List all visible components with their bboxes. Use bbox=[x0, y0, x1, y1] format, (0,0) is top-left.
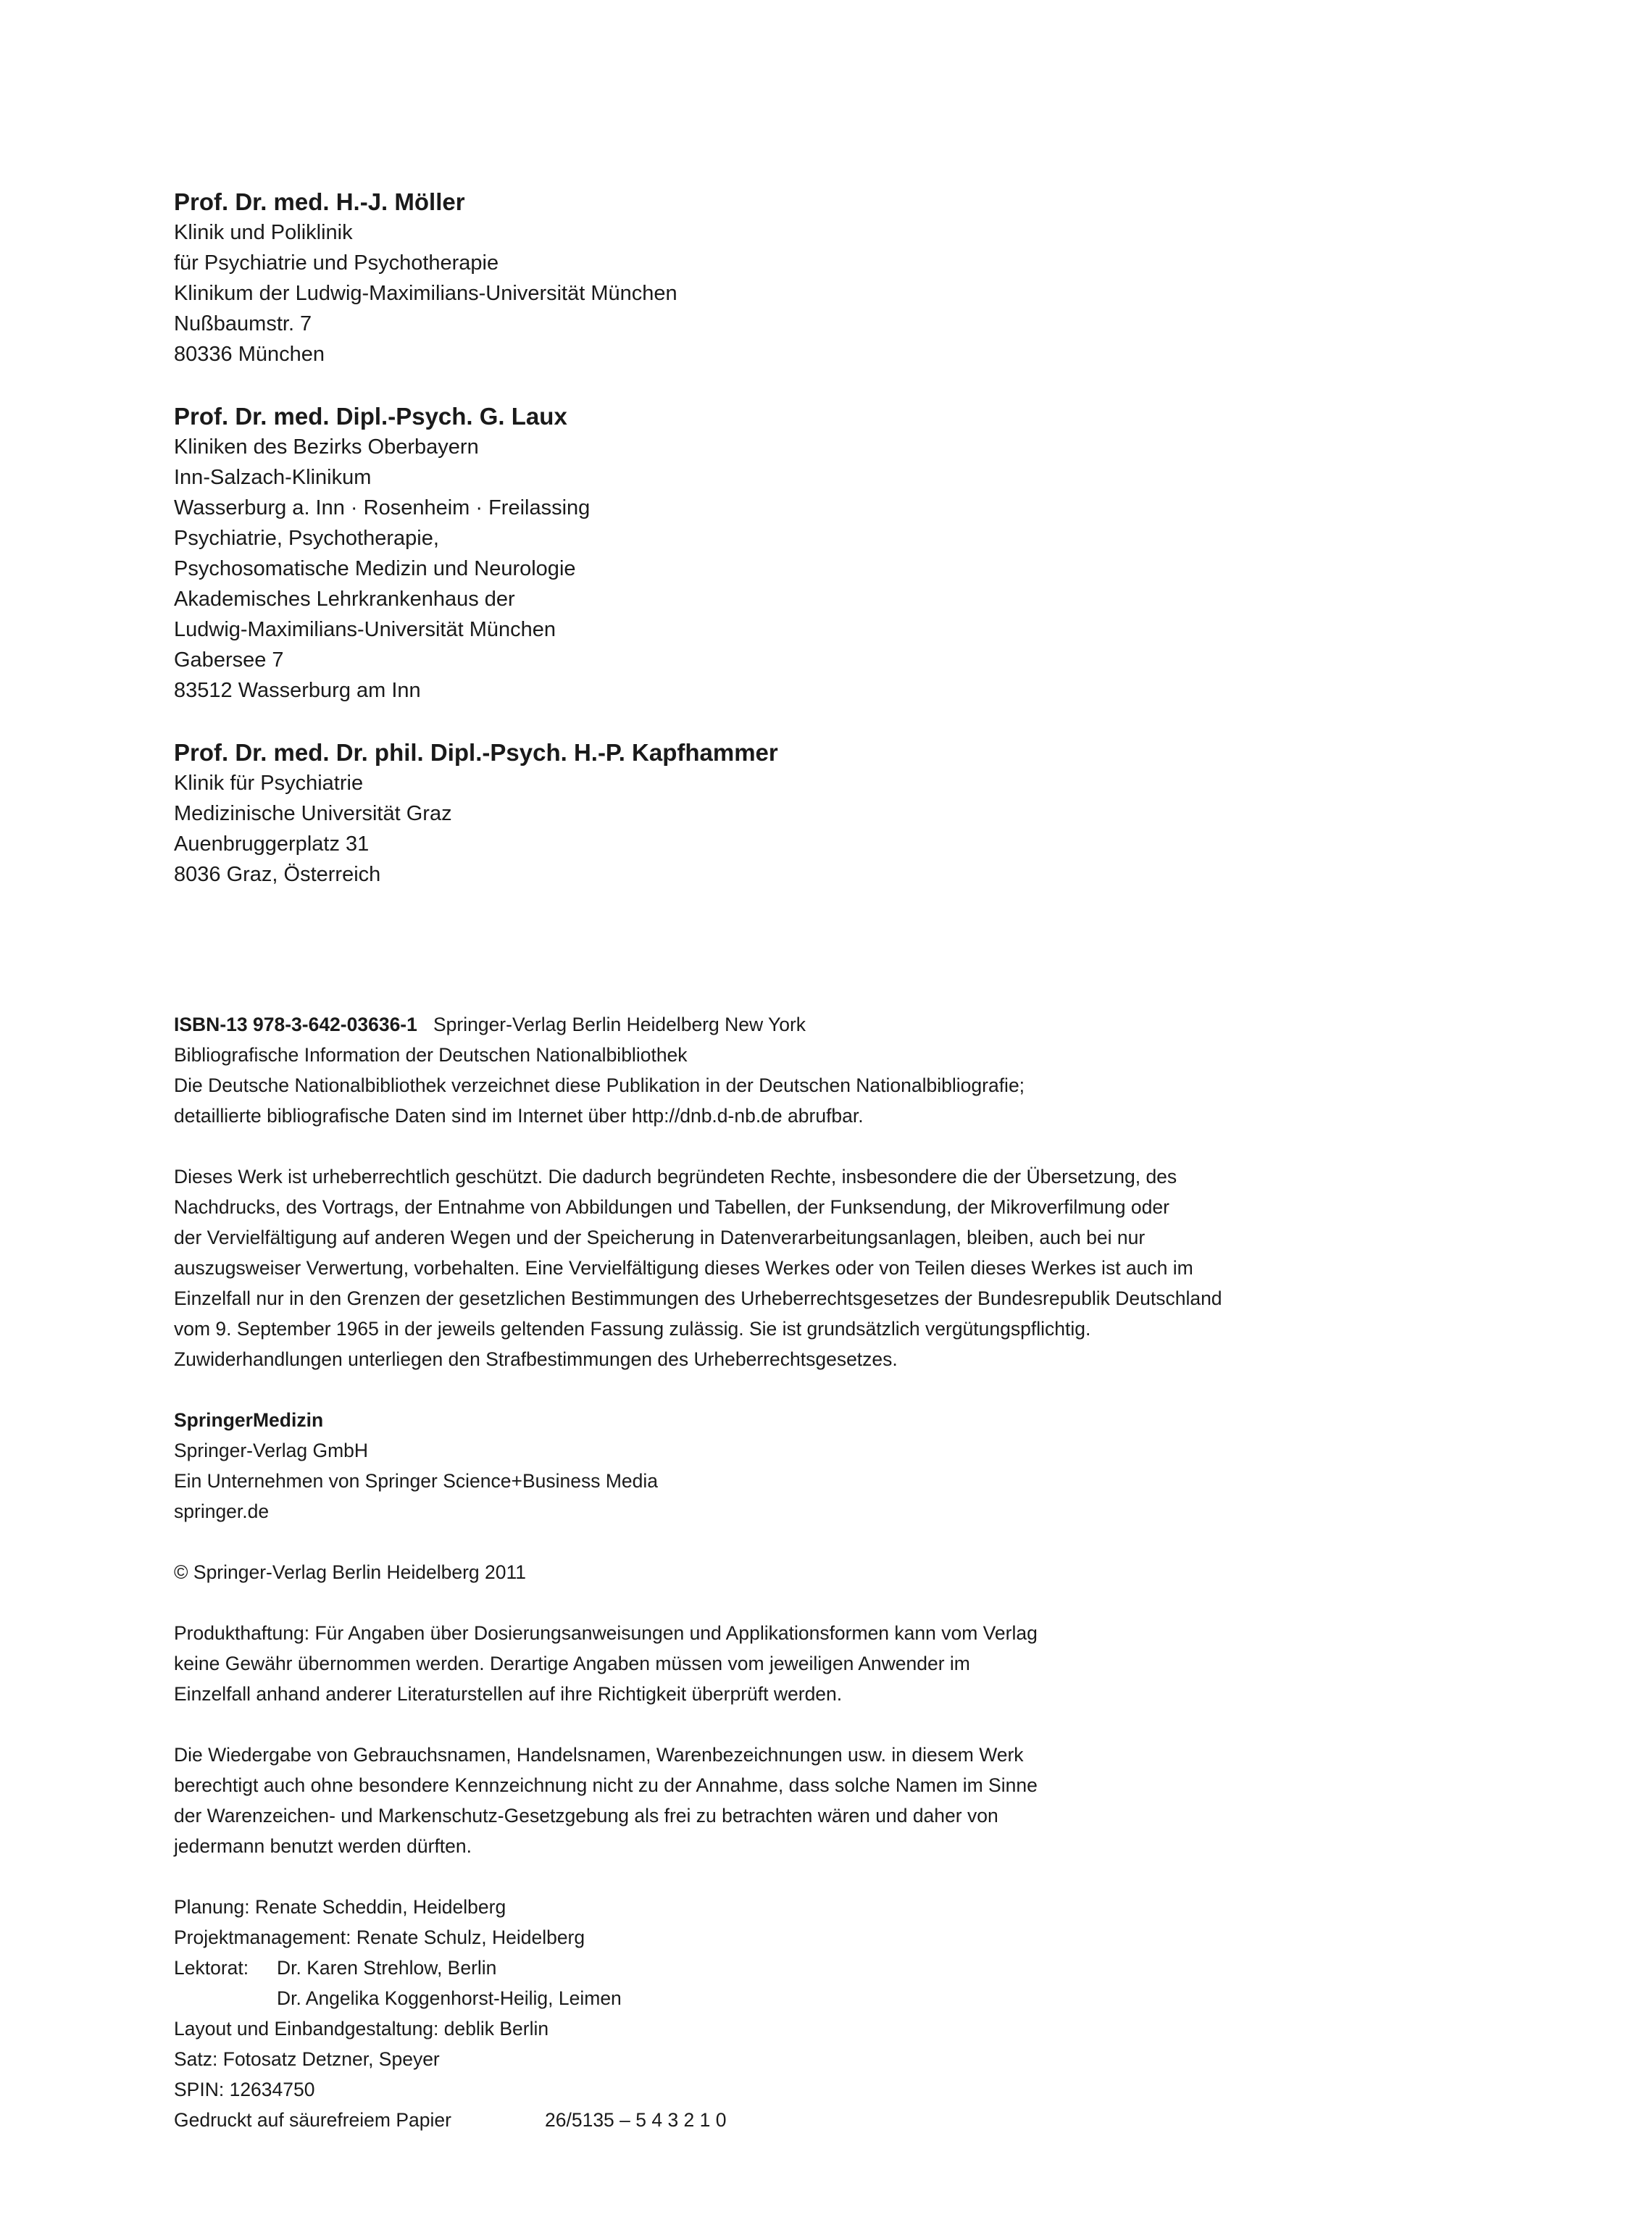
author-address-line: Nußbaumstr. 7 bbox=[174, 312, 312, 335]
copyright-notice-line: vom 9. September 1965 in der jeweils geltenden Fassung zulässig. Sie ist grundsätzlich vergütungspflichtig. bbox=[174, 1318, 1091, 1340]
credit-printed bbox=[174, 2105, 1222, 2135]
author-address-line: Ludwig-Maximilians-Universität München bbox=[174, 618, 556, 641]
author-address-line: Inn-Salzach-Klinikum bbox=[174, 466, 372, 489]
copyright-notice-line: Einzelfall nur in den Grenzen der gesetzlichen Bestimmungen des Urheberrechtsgesetzes der Bundesrepublik Deutschland bbox=[174, 1287, 1222, 1309]
copyright-line: © Springer-Verlag Berlin Heidelberg 2011 bbox=[174, 1561, 527, 1583]
copyright-notice-line: Nachdrucks, des Vortrags, der Entnahme von Abbildungen und Tabellen, der Funksendung, der Mikroverfilmung oder bbox=[174, 1196, 1169, 1218]
author-block-moeller bbox=[174, 187, 677, 370]
print-code: 26/5135 – 5 4 3 2 1 0 bbox=[545, 2109, 727, 2131]
springer-website: springer.de bbox=[174, 1500, 270, 1522]
copyright-notice-line: Dieses Werk ist urheberrechtlich geschützt. Die dadurch begründeten Rechte, insbesondere die der Übersetzung, des bbox=[174, 1166, 1177, 1187]
copyright-notice-line: der Vervielfältigung auf anderen Wegen und der Speicherung in Datenverarbeitungsanlagen, bleiben, auch bei nur bbox=[174, 1227, 1146, 1248]
credit-typesetting: Satz: Fotosatz Detzner, Speyer bbox=[174, 2048, 440, 2070]
trademark-line: jedermann benutzt werden dürften. bbox=[174, 1835, 472, 1857]
paragraph-spacer bbox=[174, 1527, 1222, 1557]
liability-line: Einzelfall anhand anderer Literaturstellen auf ihre Richtigkeit überprüft werden. bbox=[174, 1683, 843, 1705]
author-address-line: Gabersee 7 bbox=[174, 648, 284, 672]
author-address-line: Auenbruggerplatz 31 bbox=[174, 832, 370, 856]
author-address-line: Akademisches Lehrkrankenhaus der bbox=[174, 588, 515, 611]
paragraph-spacer bbox=[174, 1709, 1222, 1740]
biblio-line: Bibliografische Information der Deutschen Nationalbibliothek bbox=[174, 1044, 688, 1066]
author-block-laux bbox=[174, 401, 590, 706]
author-name: Prof. Dr. med. H.-J. Möller bbox=[174, 188, 465, 215]
credit-project-management: Projektmanagement: Renate Schulz, Heidelberg bbox=[174, 1926, 585, 1948]
trademark-line: berechtigt auch ohne besondere Kennzeichnung nicht zu der Annahme, dass solche Namen im Sinne bbox=[174, 1774, 1038, 1796]
author-address-line: Wasserburg a. Inn · Rosenheim · Freilassing bbox=[174, 496, 591, 519]
author-address-line: 83512 Wasserburg am Inn bbox=[174, 679, 421, 702]
paragraph-spacer bbox=[174, 1861, 1222, 1892]
imprint-block bbox=[174, 1009, 1222, 2135]
author-address-line: 8036 Graz, Österreich bbox=[174, 863, 381, 886]
author-name: Prof. Dr. med. Dr. phil. Dipl.-Psych. H.-P. Kapfhammer bbox=[174, 739, 778, 766]
liability-line: keine Gewähr übernommen werden. Derartige Angaben müssen vom jeweiligen Anwender im bbox=[174, 1653, 970, 1674]
author-address-line: Klinik für Psychiatrie bbox=[174, 772, 364, 795]
lektorat-name: Dr. Karen Strehlow, Berlin bbox=[277, 1957, 497, 1979]
biblio-line: detaillierte bibliografische Daten sind im Internet über http://dnb.d-nb.de abrufbar. bbox=[174, 1105, 864, 1127]
author-name: Prof. Dr. med. Dipl.-Psych. G. Laux bbox=[174, 403, 567, 430]
lektorat-label: Lektorat: bbox=[174, 1957, 249, 1979]
springer-line: Ein Unternehmen von Springer Science+Business Media bbox=[174, 1470, 659, 1492]
paragraph-spacer bbox=[174, 1374, 1222, 1405]
author-address-line: Psychiatrie, Psychotherapie, bbox=[174, 527, 439, 550]
copyright-notice-line: Zuwiderhandlungen unterliegen den Strafbestimmungen des Urheberrechtsgesetzes. bbox=[174, 1348, 898, 1370]
credit-lektorat bbox=[174, 1953, 1222, 1983]
author-address-line: Klinik und Poliklinik bbox=[174, 221, 353, 244]
paragraph-spacer bbox=[174, 1587, 1222, 1618]
author-address-line: Kliniken des Bezirks Oberbayern bbox=[174, 435, 479, 459]
credit-layout: Layout und Einbandgestaltung: deblik Berlin bbox=[174, 2018, 549, 2040]
author-address-line: Klinikum der Ludwig-Maximilians-Universität München bbox=[174, 282, 677, 305]
author-address-line: Medizinische Universität Graz bbox=[174, 802, 452, 825]
isbn-publisher: Springer-Verlag Berlin Heidelberg New York bbox=[433, 1014, 806, 1035]
springer-line: Springer-Verlag GmbH bbox=[174, 1440, 369, 1461]
isbn-line bbox=[174, 1009, 1222, 1040]
credit-planning: Planung: Renate Scheddin, Heidelberg bbox=[174, 1896, 506, 1918]
author-address-line: für Psychiatrie und Psychotherapie bbox=[174, 251, 499, 275]
paragraph-spacer bbox=[174, 1131, 1222, 1161]
printed-paper-note: Gedruckt auf säurefreiem Papier bbox=[174, 2109, 451, 2131]
author-block-kapfhammer bbox=[174, 738, 778, 890]
springer-heading: SpringerMedizin bbox=[174, 1409, 324, 1431]
copyright-notice-line: auszugsweiser Verwertung, vorbehalten. Eine Vervielfältigung dieses Werkes oder von Teilen dieses Werkes ist auch im bbox=[174, 1257, 1193, 1279]
trademark-line: der Warenzeichen- und Markenschutz-Gesetzgebung als frei zu betrachten wären und daher von bbox=[174, 1805, 998, 1827]
credit-spin: SPIN: 12634750 bbox=[174, 2079, 315, 2100]
author-address-line: 80336 München bbox=[174, 343, 325, 366]
biblio-line: Die Deutsche Nationalbibliothek verzeichnet diese Publikation in der Deutschen Nationalbibliografie; bbox=[174, 1074, 1025, 1096]
isbn-number: ISBN-13 978-3-642-03636-1 bbox=[174, 1014, 417, 1035]
liability-line: Produkthaftung: Für Angaben über Dosierungsanweisungen und Applikationsformen kann vom Verlag bbox=[174, 1622, 1038, 1644]
author-address-line: Psychosomatische Medizin und Neurologie bbox=[174, 557, 576, 580]
lektorat-name-2: Dr. Angelika Koggenhorst-Heilig, Leimen bbox=[277, 1987, 622, 2009]
trademark-line: Die Wiedergabe von Gebrauchsnamen, Handelsnamen, Warenbezeichnungen usw. in diesem Werk bbox=[174, 1744, 1024, 1766]
